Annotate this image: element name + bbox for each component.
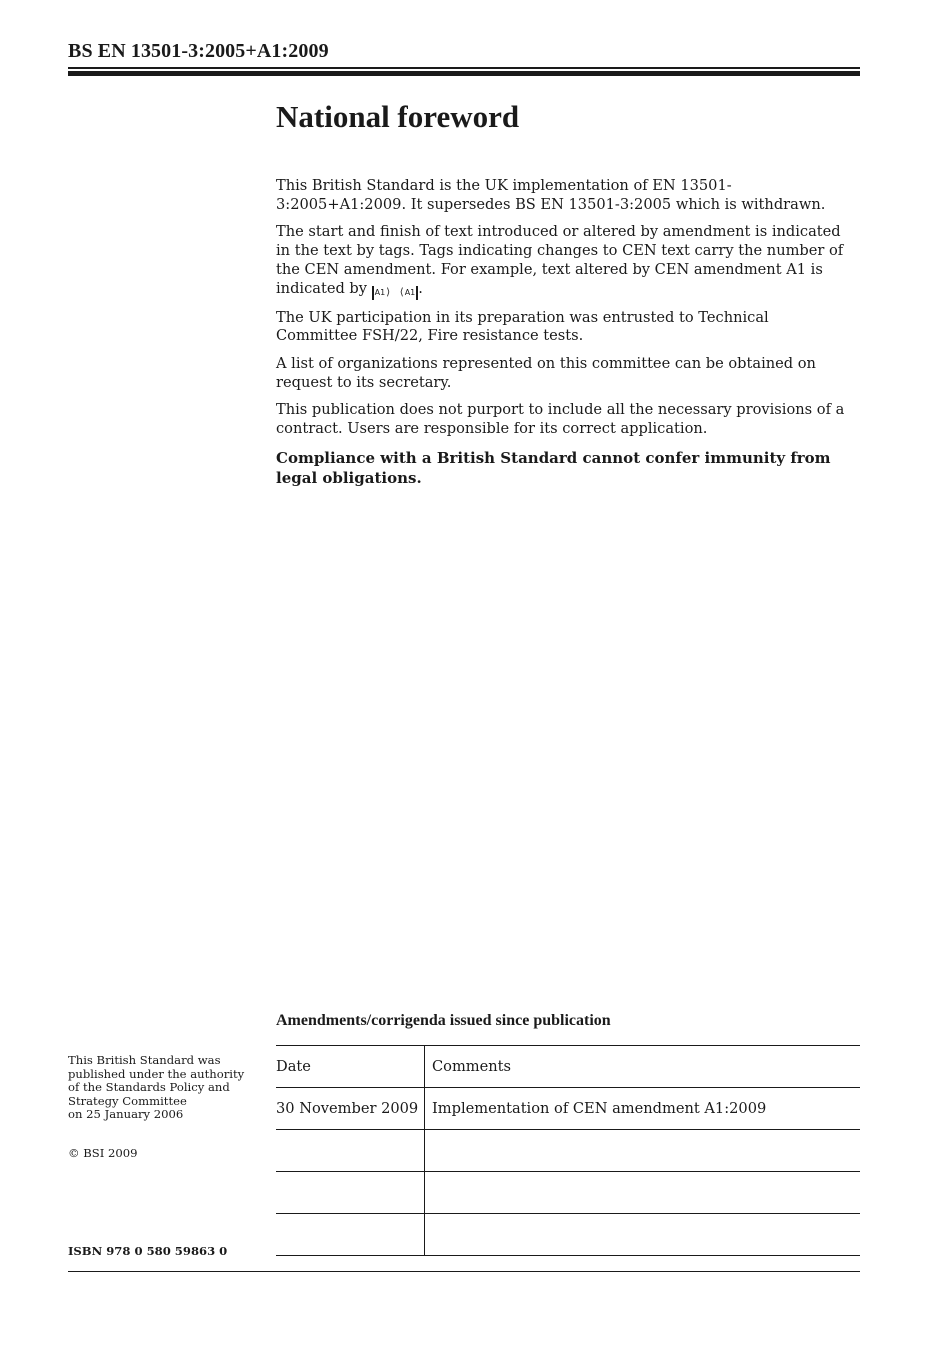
page-title: National foreword (276, 99, 520, 134)
side-note-line: This British Standard was (68, 1053, 221, 1067)
side-note-line: published under the authority (68, 1066, 245, 1081)
column-header-comments: Comments (425, 1046, 861, 1088)
header-divider-thick (68, 71, 860, 76)
header-divider-thin (68, 67, 860, 69)
table-row (276, 1130, 860, 1172)
amendment-date (276, 1130, 425, 1172)
footer-divider (68, 1271, 860, 1272)
amendment-date: 30 November 2009 (276, 1088, 425, 1130)
paragraph-organizations: A list of organizations represented on this committee can be obtained on request to its secretary. (276, 354, 816, 391)
paragraph-amendment-tags-text: The start and finish of text introduced or altered by amendment is indicated in the text by tags. Tags indicating changes to CEN text carry the number of the CEN amendment. For example, text altered by CEN amendment A1 is indicated by (276, 223, 844, 297)
amendment-comment (425, 1172, 861, 1214)
amendment-open-tag-icon: A1 ⟩ (372, 286, 393, 300)
amendment-comment: Implementation of CEN amendment A1:2009 (425, 1088, 861, 1130)
amendment-close-tag-icon: ⟨ A1 (398, 286, 418, 300)
table-header-row (276, 1046, 860, 1088)
paragraph-committee: The UK participation in its preparation was entrusted to Technical Committee FSH/22, Fire resistance tests. (276, 308, 769, 345)
paragraph-amendment-tags (276, 223, 846, 299)
amendments-table (276, 1045, 860, 1256)
table-row (276, 1214, 860, 1256)
side-note-line: Strategy Committee (68, 1093, 187, 1108)
paragraph-compliance: Compliance with a British Standard cannot confer immunity from legal obligations. (276, 448, 831, 487)
isbn-number: ISBN 978 0 580 59863 0 (68, 1244, 228, 1258)
paragraph-amendment-tags-end: . (418, 279, 423, 297)
amendment-date (276, 1214, 425, 1256)
side-note-line: of the Standards Policy and (68, 1080, 230, 1094)
amendment-comment (425, 1214, 861, 1256)
amendments-heading: Amendments/corrigenda issued since publication (276, 1012, 611, 1029)
document-identifier: BS EN 13501-3:2005+A1:2009 (68, 40, 329, 62)
paragraph-provisions: This publication does not purport to include all the necessary provisions of a contract. Users are responsible for its correct application. (276, 401, 845, 438)
amendment-date (276, 1172, 425, 1214)
column-header-date: Date (276, 1046, 425, 1088)
amendment-comment (425, 1130, 861, 1172)
copyright-notice: © BSI 2009 (68, 1146, 138, 1160)
publication-authority-note (68, 1054, 258, 1122)
foreword-body (276, 177, 846, 497)
table-row (276, 1172, 860, 1214)
paragraph-implementation: This British Standard is the UK implementation of EN 13501-3:2005+A1:2009. It supersedes BS EN 13501-3:2005 which is withdrawn. (276, 177, 826, 213)
side-note-line: on 25 January 2006 (68, 1107, 184, 1121)
table-row (276, 1088, 860, 1130)
